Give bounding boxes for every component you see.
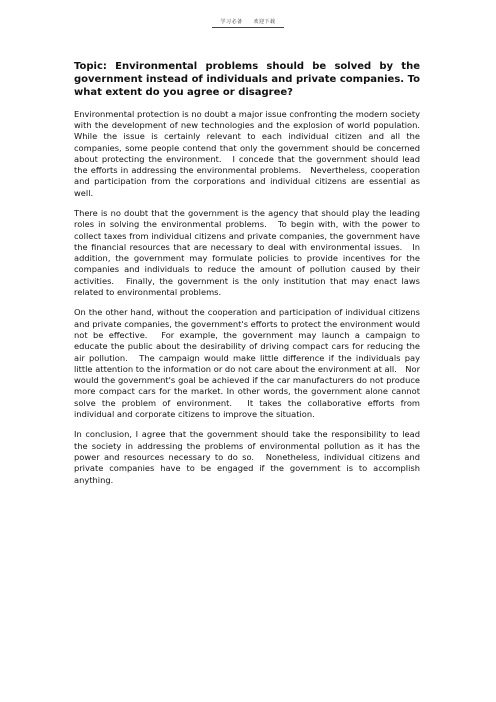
essay	[74, 60, 429, 495]
header-text: 学习必备 欢迎下载	[212, 19, 283, 28]
essay-paragraph-government-role: There is no doubt that the government is the agency that should play the leading roles in solving the environmental problems. To begin with, with the power to collect taxes from individual citizens and private companies, the government have the financial resources that are necessary to deal with environmental issues. In addition, the government may formulate policies to provide incentives for the companies and individuals to reduce the amount of pollution caused by their activities. Finally, the government is the only institution that may enact laws related to environmental problems.	[74, 207, 420, 298]
page-header	[0, 19, 496, 28]
essay-topic: Topic: Environmental problems should be solved by the government instead of individuals and private companies. To what extent do you agree or disagree?	[74, 61, 420, 99]
essay-paragraph-introduction: Environmental protection is no doubt a major issue confronting the modern society with the development of new technologies and the explosion of world population. While the issue is certainly relevant to each individual citizen and all the companies, some people contend that only the government should be concerned about protecting the environment. I concede that the government should lead the efforts in addressing the environmental problems. Nevertheless, cooperation and participation from the corporations and individual citizens are essential as well.	[74, 108, 429, 198]
essay-paragraph-conclusion: In conclusion, I agree that the government should take the responsibility to lead the society in addressing the problems of environmental pollution as it has the power and resources necessary to do so. Nonetheless, individual citizens and private companies have to be engaged if the government is to accomplish anything.	[74, 429, 420, 485]
essay-paragraph-cooperation: On the other hand, without the cooperation and participation of individual citizens and private companies, the government's efforts to protect the environment would not be effective. For example, the government may launch a campaign to educate the public about the desirability of driving compact cars for reducing the air pollution. The campaign would make little difference if the individuals pay little attention to the information or do not care about the environment at all. Nor would the government's goal be achieved if the car manufacturers do not produce more compact cars for the market. In other words, the government alone cannot solve the problem of environment. It takes the collaborative efforts from individual and corporate citizens to improve the situation.	[74, 307, 420, 420]
